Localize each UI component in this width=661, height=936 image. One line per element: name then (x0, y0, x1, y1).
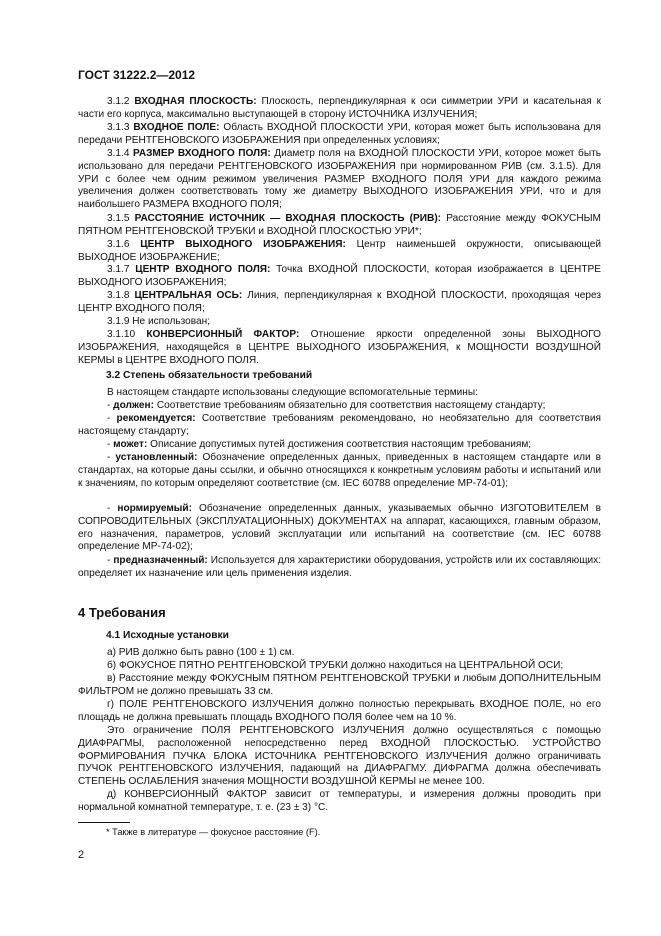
footnote: * Также в литературе — фокусное расстояние (F). (106, 827, 321, 837)
definition-text: Плоскость, перпендикулярная к оси симметрии УРИ и касательная к части его корпуса, максимально выступающей в сторону ИСТОЧНИКА ИЗЛУЧЕНИЯ; (78, 96, 602, 120)
term-item-recommended: - рекомендуется: Соответствие требованиям рекомендовано, но необязательно для соответствия настоящему стандарту; (78, 413, 601, 437)
term-item-term: предназначенный: (113, 555, 208, 566)
definition-number: 3.1.4 (107, 148, 130, 159)
definition-3-1-3 (78, 122, 601, 148)
definition-term: КОНВЕРСИОННЫЙ ФАКТОР: (146, 329, 300, 340)
definition-term: РАЗМЕР ВХОДНОГО ПОЛЯ: (132, 148, 271, 159)
term-item-text: Обозначение определенных данных, приведенных в настоящем стандарте или в стандартах, на которые даны ссылки, и обычно относящихся к конкретным условиям работы и испытаний или к значениям, по которым определяют соответствие (см. IEC 60788 определение МР-74-01); (78, 452, 602, 489)
term-item-text: Соответствие требованиям обязательно для соответствия настоящему стандарту; (156, 400, 546, 411)
definition-text: Область ВХОДНОЙ ПЛОСКОСТИ УРИ, которая может быть использована для передачи РЕНТГЕНОВСКОГО ИЗОБРАЖЕНИЯ при определенных условиях; (78, 122, 601, 146)
term-item-may: - может: Описание допустимых путей достижения соответствия настоящим требованиям; (107, 439, 532, 450)
requirement-b: б) ФОКУСНОЕ ПЯТНО РЕНТГЕНОВСКОЙ ТРУБКИ должно находиться на ЦЕНТРАЛЬНОЙ ОСИ; (107, 660, 564, 671)
section-4-heading: 4 Требования (78, 605, 166, 620)
term-item-term: нормируемый: (117, 503, 192, 514)
definition-term: ЦЕНТР ВХОДНОГО ПОЛЯ: (135, 264, 271, 275)
requirement-a: а) РИВ должно быть равно (100 ± 1) см. (107, 647, 295, 658)
term-item-term: должен: (113, 400, 155, 411)
requirement-g: г) ПОЛЕ РЕНТГЕНОВСКОГО ИЗЛУЧЕНИЯ должно полностью перекрывать ВХОДНОЕ ПОЛЕ, но его площадь не должна превышать площадь ВХОДНОГО ПОЛЯ более чем на 10 %. (78, 699, 601, 723)
section-4-1-heading: 4.1 Исходные установки (106, 630, 229, 641)
definition-3-1-4 (78, 148, 601, 212)
requirement-v: в) Расстояние между ФОКУСНЫМ ПЯТНОМ РЕНТГЕНОВСКОЙ ТРУБКИ и любым ДОПОЛНИТЕЛЬНЫМ ФИЛЬТРОМ не должно превышать 33 см. (78, 673, 601, 697)
term-item-text: Соответствие требованиям рекомендовано, но необязательно для соответствия настоящему стандарту; (78, 413, 601, 437)
term-item-text: Описание допустимых путей достижения соответствия настоящим требованиям; (150, 439, 532, 450)
term-item-term: рекомендуется: (116, 413, 196, 424)
term-item-term: может: (113, 439, 148, 450)
term-item-specified: - установленный: Обозначение определенных данных, приведенных в настоящем стандарте или в стандартах, на которые даны ссылки, и обычно относящихся к конкретным условиям работы и испытаний или к значениям, по которым определяют соответствие (см. IEC 60788 определение МР-74-01); (78, 452, 602, 489)
definition-term: ЦЕНТРАЛЬНАЯ ОСЬ: (134, 290, 243, 301)
definition-text: Линия, перпендикулярная к ВХОДНОЙ ПЛОСКОСТИ, проходящая через ЦЕНТР ВХОДНОГО ПОЛЯ; (78, 290, 601, 314)
requirement-d: д) КОНВЕРСИОННЫЙ ФАКТОР зависит от температуры, и измерения должны проводить при нормальной комнатной температуре, т. е. (23 ± 3) °С. (78, 789, 601, 813)
definition-number: 3.1.8 (107, 290, 130, 301)
definition-term: РАССТОЯНИЕ ИСТОЧНИК — ВХОДНАЯ ПЛОСКОСТЬ (РИВ): (134, 213, 442, 224)
definition-term: ВХОДНАЯ ПЛОСКОСТЬ: (134, 96, 257, 107)
definition-number: 3.1.9 (107, 316, 130, 327)
definition-number: 3.1.3 (107, 122, 130, 133)
definition-number: 3.1.5 (107, 213, 130, 224)
document-header: ГОСТ 31222.2—2012 (78, 68, 196, 82)
requirement-g-note: Это ограничение ПОЛЯ РЕНТГЕНОВСКОГО ИЗЛУЧЕНИЯ должно осуществляться с помощью ДИАФРАГМЫ, расположенной непосредственно перед ВХОДНОЙ ПЛОСКОСТЬЮ. УСТРОЙСТВО ФОРМИРОВАНИЯ ПУЧКА БЛОКА ИСТОЧНИКА РЕНТГЕНОВСКОГО ИЗЛУЧЕНИЯ должно ограничивать ПУЧОК РЕНТГЕНОВСКОГО ИЗЛУЧЕНИЯ, падающий на ДИАФРАГМУ. ДИФРАГМА должна обеспечивать СТЕПЕНЬ ОСЛАБЛЕНИЯ значения МОЩНОСТИ ВОЗДУШНОЙ КЕРМЫ не менее 100. (78, 725, 601, 788)
term-item-text: Используется для характеристики оборудования, устройств или их составляющих: определяет их назначение или цель применения изделия. (78, 555, 601, 579)
definition-text: Отношение яркости определенной зоны ВЫХОДНОГО ИЗОБРАЖЕНИЯ, находящейся в ЦЕНТРЕ ВЫХОДНОГО ИЗОБРАЖЕНИЯ, к МОЩНОСТИ ВОЗДУШНОЙ КЕРМЫ в ЦЕНТРЕ ВХОДНОГО ПОЛЯ. (78, 329, 601, 366)
definition-text: Расстояние между ФОКУСНЫМ ПЯТНОМ РЕНТГЕНОВСКОЙ ТРУБКИ и ВХОДНОЙ ПЛОСКОСТЬЮ УРИ*; (78, 213, 601, 237)
definition-3-1-10 (78, 329, 601, 367)
definition-number: 3.1.2 (107, 96, 130, 107)
definition-3-1-5 (78, 213, 601, 239)
definition-number: 3.1.7 (107, 264, 130, 275)
section-3-2-intro: В настоящем стандарте использованы следующие вспомогательные термины: (107, 387, 478, 398)
definition-text: Точка ВХОДНОЙ ПЛОСКОСТИ, которая изображается в ЦЕНТРЕ ВЫХОДНОГО ИЗОБРАЖЕНИЯ; (78, 264, 601, 288)
page-number: 2 (78, 849, 85, 861)
definition-3-1-6 (78, 239, 601, 265)
definition-number: 3.1.10 (107, 329, 136, 340)
definition-term: ЦЕНТР ВЫХОДНОГО ИЗОБРАЖЕНИЯ: (140, 239, 346, 250)
term-item-term: установленный: (115, 452, 198, 463)
definition-3-1-8 (78, 290, 601, 316)
definition-3-1-9 (78, 316, 601, 329)
definition-text: Не использован; (132, 316, 211, 327)
footnote-divider (78, 822, 130, 823)
term-item-normalized: - нормируемый: Обозначение определенных данных, указываемых обычно ИЗГОТОВИТЕЛЕМ в СОПРОВОДИТЕЛЬНЫХ (ЭКСПЛУАТАЦИОННЫХ) ДОКУМЕНТАХ на аппарат, касающихся, главным образом, его назначения, параметров, условий эксплуатации или испытаний на соответствие (см. IEC 60788 определение МР-74-02); (78, 503, 601, 553)
term-item-text: Обозначение определенных данных, указываемых обычно ИЗГОТОВИТЕЛЕМ в СОПРОВОДИТЕЛЬНЫХ (ЭКСПЛУАТАЦИОННЫХ) ДОКУМЕНТАХ на аппарат, касающихся, главным образом, его назначения, параметров, условий эксплуатации или испытаний на соответствие (см. IEC 60788 определение МР-74-02); (78, 503, 601, 553)
section-3-2-heading: 3.2 Степень обязательности требований (106, 370, 313, 381)
definition-text: Центр наименьшей окружности, описывающей ВЫХОДНОЕ ИЗОБРАЖЕНИЕ; (78, 239, 601, 263)
term-item-intended: - предназначенный: Используется для характеристики оборудования, устройств или их составляющих: определяет их назначение или цель применения изделия. (78, 555, 601, 579)
definition-number: 3.1.6 (107, 239, 130, 250)
definition-term: ВХОДНОЕ ПОЛЕ: (133, 122, 220, 133)
definition-text: Диаметр поля на ВХОДНОЙ ПЛОСКОСТИ УРИ, которое может быть использовано для передачи РЕНТГЕНОВСКОГО ИЗОБРАЖЕНИЯ при нормированном РИВ (см. 3.1.5). Для УРИ с более чем одним режимом увеличения РАЗМЕР ВХОДНОГО ПОЛЯ УРИ для каждого режима увеличения должен соответствовать тому же диаметру ВЫХОДНОГО ИЗОБРАЖЕНИЯ УРИ, что и для наибольшего РАЗМЕРА ВХОДНОГО ПОЛЯ; (78, 148, 601, 211)
definition-3-1-7 (78, 264, 601, 290)
term-item-must: - должен: Соответствие требованиям обязательно для соответствия настоящему стандарту; (107, 400, 546, 411)
definition-3-1-2 (78, 96, 601, 122)
